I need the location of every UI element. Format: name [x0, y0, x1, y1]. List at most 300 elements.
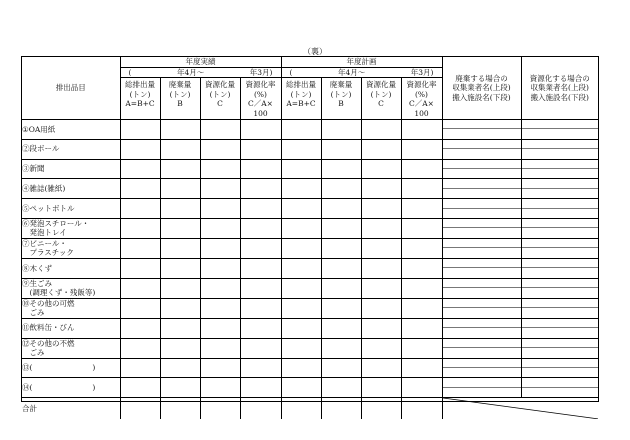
actual-subcol-line: C／A× [248, 99, 273, 108]
value-cell[interactable] [401, 398, 442, 420]
item-row [22, 338, 598, 358]
recycle-facility-field[interactable] [522, 129, 599, 138]
item-label-line: ①OA用紙 [22, 124, 56, 134]
recycle-contractor-cell[interactable] [521, 278, 598, 298]
value-cell[interactable] [361, 218, 401, 238]
recycle-collector-field[interactable] [522, 239, 599, 248]
disposal-collector-field[interactable] [443, 179, 521, 188]
item-row [22, 258, 598, 278]
value-cell[interactable] [160, 120, 200, 140]
value-cell[interactable] [160, 218, 200, 238]
actual-subcol-line: 100 [253, 108, 268, 118]
value-cell[interactable] [200, 258, 240, 278]
item-label [22, 298, 120, 318]
value-cell[interactable] [160, 278, 200, 298]
disposal-contractor-cell[interactable] [442, 338, 521, 358]
value-cell[interactable] [321, 258, 361, 278]
value-cell[interactable] [361, 318, 401, 338]
actual-subcol-line: (%) [254, 89, 267, 99]
disposal-collector-field[interactable] [443, 378, 521, 387]
actual-subcol-line: (トン) [129, 89, 151, 99]
recycle-contractor-cell[interactable] [521, 318, 598, 338]
value-cell[interactable] [401, 358, 442, 378]
recycle-facility-field[interactable] [522, 169, 599, 178]
value-cell[interactable] [120, 298, 160, 318]
recycle-facility-field[interactable] [522, 149, 599, 158]
recycle-contractor-cell[interactable] [521, 338, 598, 358]
item-row [22, 179, 598, 199]
value-cell[interactable] [200, 238, 240, 258]
value-cell[interactable] [120, 159, 160, 179]
value-cell[interactable] [200, 358, 240, 378]
value-cell[interactable] [361, 238, 401, 258]
value-cell[interactable] [401, 159, 442, 179]
value-cell[interactable] [361, 378, 401, 398]
recycle-contractor-cell[interactable] [521, 179, 598, 199]
recycle-facility-field[interactable] [522, 189, 599, 198]
value-cell[interactable] [200, 159, 240, 179]
value-cell[interactable] [281, 120, 321, 140]
disposal-collector-field[interactable] [443, 239, 521, 248]
recycle-contractor-cell[interactable] [521, 238, 598, 258]
value-cell[interactable] [120, 378, 160, 398]
value-cell[interactable] [200, 398, 240, 420]
disposal-contractor-header [442, 57, 521, 120]
value-cell[interactable] [240, 139, 281, 159]
disposal-contractor-cell[interactable] [442, 278, 521, 298]
value-cell[interactable] [361, 159, 401, 179]
value-cell[interactable] [401, 378, 442, 398]
disposal-facility-field[interactable] [443, 189, 521, 198]
recycle-facility-field[interactable] [522, 248, 599, 257]
item-label-line: ⑬( ) [22, 363, 96, 373]
value-cell[interactable] [281, 179, 321, 199]
total-contractor-na-cell [442, 398, 598, 420]
value-cell[interactable] [401, 278, 442, 298]
actual-subcol-header [160, 78, 200, 120]
recycle-header-line: 資源化する場合の [529, 73, 590, 83]
item-label [22, 199, 120, 219]
value-cell[interactable] [281, 218, 321, 238]
waste-table [22, 57, 598, 419]
disposal-collector-field[interactable] [443, 299, 521, 308]
value-cell[interactable] [160, 159, 200, 179]
value-cell[interactable] [401, 179, 442, 199]
disposal-facility-field[interactable] [443, 268, 521, 277]
plan-subcol-line: (トン) [370, 89, 392, 99]
value-cell[interactable] [120, 199, 160, 219]
disposal-collector-field[interactable] [443, 279, 521, 288]
value-cell[interactable] [200, 278, 240, 298]
actual-subcol-line: 廃棄量 [168, 80, 192, 89]
value-cell[interactable] [240, 238, 281, 258]
item-label-line: 合計 [22, 403, 37, 413]
disposal-contractor-cell[interactable] [442, 179, 521, 199]
item-label-line: プラスチック [22, 248, 74, 258]
recycle-facility-field[interactable] [522, 268, 599, 277]
value-cell[interactable] [401, 318, 442, 338]
recycle-collector-field[interactable] [522, 140, 599, 149]
actual-subcol-line: 資源化率 [245, 80, 276, 89]
value-cell[interactable] [321, 159, 361, 179]
item-row [22, 199, 598, 219]
recycle-collector-field[interactable] [522, 279, 599, 288]
value-cell[interactable] [240, 358, 281, 378]
disposal-contractor-cell[interactable] [442, 199, 521, 219]
disposal-collector-field[interactable] [443, 319, 521, 328]
value-cell[interactable] [361, 139, 401, 159]
disposal-contractor-cell[interactable] [442, 378, 521, 398]
recycle-collector-field[interactable] [522, 179, 599, 188]
value-cell[interactable] [321, 199, 361, 219]
value-cell[interactable] [321, 278, 361, 298]
recycle-collector-field[interactable] [522, 120, 599, 129]
recycle-facility-field[interactable] [522, 209, 599, 218]
value-cell[interactable] [160, 318, 200, 338]
value-cell[interactable] [200, 218, 240, 238]
value-cell[interactable] [120, 218, 160, 238]
disposal-collector-field[interactable] [443, 120, 521, 129]
plan-period: ( 年4月～ 年3月) [281, 67, 442, 78]
item-row [22, 318, 598, 338]
value-cell[interactable] [240, 218, 281, 238]
item-label-line: ⑨生ごみ [22, 278, 52, 288]
plan-subcol-line: (トン) [290, 89, 312, 99]
disposal-contractor-cell[interactable] [442, 120, 521, 140]
disposal-facility-field[interactable] [443, 288, 521, 297]
disposal-contractor-cell[interactable] [442, 358, 521, 378]
item-label [22, 238, 120, 258]
recycle-collector-field[interactable] [522, 378, 599, 387]
disposal-collector-field[interactable] [443, 259, 521, 268]
value-cell[interactable] [321, 238, 361, 258]
item-label [22, 159, 120, 179]
recycle-contractor-cell[interactable] [521, 159, 598, 179]
disposal-contractor-cell[interactable] [442, 218, 521, 238]
value-cell[interactable] [120, 179, 160, 199]
waste-report-form [21, 56, 599, 413]
disposal-collector-field[interactable] [443, 219, 521, 228]
item-label-line: ⑩その他の可燃 [22, 298, 75, 308]
plan-subcol-line: C [378, 99, 384, 108]
value-cell[interactable] [200, 179, 240, 199]
plan-subcol-line: 資源化量 [366, 80, 396, 89]
value-cell[interactable] [321, 218, 361, 238]
recycle-collector-field[interactable] [522, 339, 599, 348]
plan-title: 年度計画 [281, 57, 442, 67]
plan-subcol-header [401, 78, 442, 120]
value-cell[interactable] [281, 159, 321, 179]
disposal-header-line: 搬入施設名(下段) [452, 92, 511, 102]
recycle-facility-field[interactable] [522, 308, 599, 317]
item-row [22, 378, 598, 398]
value-cell[interactable] [120, 398, 160, 420]
recycle-facility-field[interactable] [522, 348, 599, 357]
item-label [22, 378, 120, 398]
value-cell[interactable] [200, 199, 240, 219]
value-cell[interactable] [281, 358, 321, 378]
disposal-facility-field[interactable] [443, 348, 521, 357]
value-cell[interactable] [200, 120, 240, 140]
value-cell[interactable] [281, 139, 321, 159]
value-cell[interactable] [401, 338, 442, 358]
value-cell[interactable] [240, 318, 281, 338]
disposal-header-line: 収集業者名(上段) [452, 83, 511, 93]
value-cell[interactable] [160, 258, 200, 278]
item-label [22, 318, 120, 338]
item-row [22, 238, 598, 258]
value-cell[interactable] [160, 139, 200, 159]
value-cell[interactable] [401, 298, 442, 318]
value-cell[interactable] [321, 139, 361, 159]
disposal-facility-field[interactable] [443, 328, 521, 337]
recycle-facility-field[interactable] [522, 328, 599, 337]
value-cell[interactable] [120, 278, 160, 298]
item-label-line: ごみ [22, 348, 45, 358]
recycle-collector-field[interactable] [522, 319, 599, 328]
value-cell[interactable] [321, 338, 361, 358]
value-cell[interactable] [401, 258, 442, 278]
value-cell[interactable] [281, 338, 321, 358]
disposal-facility-field[interactable] [443, 368, 521, 377]
disposal-facility-field[interactable] [443, 308, 521, 317]
value-cell[interactable] [281, 398, 321, 420]
value-cell[interactable] [200, 298, 240, 318]
recycle-contractor-cell[interactable] [521, 378, 598, 398]
value-cell[interactable] [120, 258, 160, 278]
value-cell[interactable] [160, 199, 200, 219]
item-label [22, 278, 120, 298]
value-cell[interactable] [361, 338, 401, 358]
item-label-line: (調理くず・残飯等) [22, 288, 96, 298]
item-label-line: ⑭( ) [22, 383, 96, 393]
disposal-facility-field[interactable] [443, 169, 521, 178]
disposal-collector-field[interactable] [443, 160, 521, 169]
value-cell[interactable] [240, 338, 281, 358]
disposal-facility-field[interactable] [443, 228, 521, 237]
recycle-contractor-cell[interactable] [521, 258, 598, 278]
value-cell[interactable] [401, 199, 442, 219]
disposal-facility-field[interactable] [443, 209, 521, 218]
actual-subcol-line: (トン) [209, 89, 231, 99]
disposal-collector-field[interactable] [443, 199, 521, 208]
item-column-header: 排出品目 [22, 57, 120, 120]
recycle-contractor-cell[interactable] [521, 120, 598, 140]
value-cell[interactable] [401, 120, 442, 140]
page-title: （裏） [303, 47, 327, 56]
recycle-collector-field[interactable] [522, 160, 599, 169]
disposal-facility-field[interactable] [443, 129, 521, 138]
plan-subcol-line: C／A× [409, 99, 434, 108]
item-label-line: ⑪飲料缶・びん [22, 323, 75, 333]
diagonal-strike [443, 398, 599, 419]
recycle-collector-field[interactable] [522, 219, 599, 228]
value-cell[interactable] [321, 398, 361, 420]
actual-subcol-header [120, 78, 160, 120]
value-cell[interactable] [321, 298, 361, 318]
value-cell[interactable] [160, 298, 200, 318]
actual-subcol-line: (トン) [169, 89, 191, 99]
value-cell[interactable] [361, 179, 401, 199]
value-cell[interactable] [240, 199, 281, 219]
item-label-line: ⑤ペットボトル [22, 203, 75, 213]
disposal-facility-field[interactable] [443, 248, 521, 257]
disposal-contractor-cell[interactable] [442, 159, 521, 179]
recycle-contractor-cell[interactable] [521, 139, 598, 159]
item-label-line: ③新聞 [22, 164, 45, 174]
recycle-contractor-cell[interactable] [521, 358, 598, 378]
value-cell[interactable] [160, 378, 200, 398]
value-cell[interactable] [361, 278, 401, 298]
recycle-facility-field[interactable] [522, 228, 599, 237]
value-cell[interactable] [281, 238, 321, 258]
value-cell[interactable] [240, 298, 281, 318]
value-cell[interactable] [401, 218, 442, 238]
recycle-contractor-header [521, 57, 598, 120]
disposal-contractor-cell[interactable] [442, 238, 521, 258]
value-cell[interactable] [361, 398, 401, 420]
value-cell[interactable] [401, 238, 442, 258]
value-cell[interactable] [361, 120, 401, 140]
item-label-line: ⑦ビニール・ [22, 238, 67, 248]
plan-subcol-line: A=B+C [286, 99, 316, 108]
item-label [22, 120, 120, 140]
value-cell[interactable] [321, 358, 361, 378]
value-cell[interactable] [401, 139, 442, 159]
value-cell[interactable] [281, 318, 321, 338]
plan-subcol-line: 100 [414, 108, 429, 118]
item-label-line: ⑧木くず [22, 263, 52, 273]
value-cell[interactable] [240, 258, 281, 278]
value-cell[interactable] [120, 238, 160, 258]
value-cell[interactable] [281, 199, 321, 219]
item-label-line: ごみ [22, 308, 45, 318]
value-cell[interactable] [160, 179, 200, 199]
item-label [22, 258, 120, 278]
value-cell[interactable] [240, 378, 281, 398]
value-cell[interactable] [281, 258, 321, 278]
value-cell[interactable] [321, 179, 361, 199]
value-cell[interactable] [361, 258, 401, 278]
value-cell[interactable] [160, 398, 200, 420]
item-row [22, 159, 598, 179]
actual-subcol-line: 総排出量 [125, 80, 155, 89]
item-label [22, 139, 120, 159]
plan-subcol-line: 資源化率 [406, 80, 437, 89]
value-cell[interactable] [160, 338, 200, 358]
plan-subcol-line: (%) [415, 89, 428, 99]
recycle-collector-field[interactable] [522, 359, 599, 368]
item-label [22, 218, 120, 238]
actual-title: 年度実績 [120, 57, 281, 67]
recycle-collector-field[interactable] [522, 199, 599, 208]
actual-subcol-line: B [177, 99, 183, 108]
item-label [22, 358, 120, 378]
actual-subcol-line: C [217, 99, 223, 108]
value-cell[interactable] [200, 378, 240, 398]
plan-subcol-line: 総排出量 [286, 80, 316, 89]
value-cell[interactable] [200, 318, 240, 338]
recycle-contractor-cell[interactable] [521, 199, 598, 219]
item-label-line: 発泡トレイ [22, 228, 67, 238]
recycle-contractor-cell[interactable] [521, 218, 598, 238]
actual-subcol-header [200, 78, 240, 120]
disposal-collector-field[interactable] [443, 359, 521, 368]
recycle-facility-field[interactable] [522, 388, 599, 397]
item-label-line: ⑫その他の不燃 [22, 338, 75, 348]
disposal-facility-field[interactable] [443, 388, 521, 397]
value-cell[interactable] [281, 278, 321, 298]
plan-subcol-line: (トン) [330, 89, 352, 99]
plan-subcol-header [361, 78, 401, 120]
disposal-contractor-cell[interactable] [442, 298, 521, 318]
item-row [22, 120, 598, 140]
plan-subcol-header [321, 78, 361, 120]
value-cell[interactable] [160, 358, 200, 378]
item-label-line: ④雑誌(雑紙) [22, 184, 66, 194]
value-cell[interactable] [281, 378, 321, 398]
value-cell[interactable] [240, 278, 281, 298]
value-cell[interactable] [120, 338, 160, 358]
plan-subcol-line: B [338, 99, 344, 108]
value-cell[interactable] [240, 120, 281, 140]
value-cell[interactable] [160, 238, 200, 258]
item-row [22, 358, 598, 378]
recycle-facility-field[interactable] [522, 368, 599, 377]
value-cell[interactable] [200, 139, 240, 159]
recycle-contractor-cell[interactable] [521, 298, 598, 318]
actual-subcol-line: A=B+C [125, 99, 155, 108]
value-cell[interactable] [361, 298, 401, 318]
item-row [22, 298, 598, 318]
recycle-facility-field[interactable] [522, 288, 599, 297]
value-cell[interactable] [361, 358, 401, 378]
plan-subcol-line: 廃棄量 [329, 80, 353, 89]
disposal-contractor-cell[interactable] [442, 318, 521, 338]
recycle-header-line: 搬入施設名(下段) [530, 92, 589, 102]
total-label [22, 398, 120, 420]
value-cell[interactable] [240, 159, 281, 179]
value-cell[interactable] [120, 358, 160, 378]
disposal-contractor-cell[interactable] [442, 258, 521, 278]
disposal-contractor-cell[interactable] [442, 139, 521, 159]
value-cell[interactable] [321, 378, 361, 398]
value-cell[interactable] [120, 318, 160, 338]
item-label-line: ⑥発泡スチロール・ [22, 218, 90, 228]
value-cell[interactable] [321, 120, 361, 140]
actual-subcol-line: 資源化量 [205, 80, 235, 89]
item-label [22, 338, 120, 358]
disposal-collector-field[interactable] [443, 140, 521, 149]
value-cell[interactable] [321, 318, 361, 338]
item-row [22, 218, 598, 238]
total-row [22, 398, 598, 420]
value-cell[interactable] [240, 179, 281, 199]
disposal-facility-field[interactable] [443, 149, 521, 158]
item-row [22, 139, 598, 159]
value-cell[interactable] [200, 338, 240, 358]
value-cell[interactable] [120, 120, 160, 140]
value-cell[interactable] [120, 139, 160, 159]
value-cell[interactable] [361, 199, 401, 219]
value-cell[interactable] [240, 398, 281, 420]
actual-subcol-header [240, 78, 281, 120]
disposal-collector-field[interactable] [443, 339, 521, 348]
value-cell[interactable] [281, 298, 321, 318]
recycle-collector-field[interactable] [522, 259, 599, 268]
item-label-line: ②段ボール [22, 144, 60, 154]
recycle-collector-field[interactable] [522, 299, 599, 308]
